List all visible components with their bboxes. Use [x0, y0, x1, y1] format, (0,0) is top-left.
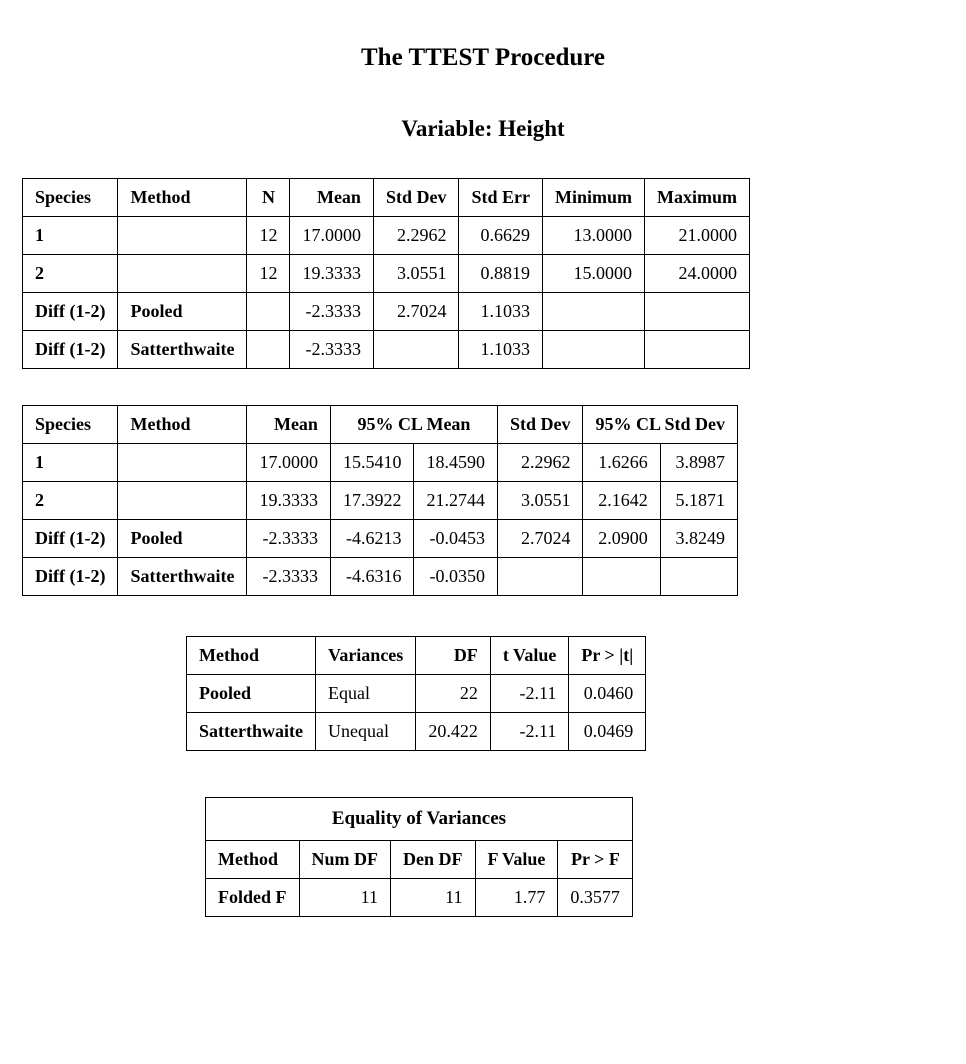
cell-method: [118, 255, 247, 293]
cell-species: Diff (1-2): [23, 520, 118, 558]
cell-df: 22: [416, 675, 491, 713]
equality-of-variances-table: [205, 797, 633, 917]
cell-mean: -2.3333: [290, 293, 374, 331]
cell-minimum: 13.0000: [542, 217, 644, 255]
cell-num-df: 11: [299, 879, 391, 917]
cell-cl-mean-upper: 18.4590: [414, 444, 498, 482]
cell-species: 2: [23, 255, 118, 293]
column-header-variances: Variances: [315, 637, 415, 675]
cell-t-value: -2.11: [490, 675, 569, 713]
page-title: The TTEST Procedure: [360, 44, 606, 71]
cell-variances: Equal: [315, 675, 415, 713]
cell-cl-mean-lower: 17.3922: [330, 482, 414, 520]
cell-cl-sd-lower: 2.0900: [583, 520, 660, 558]
column-header-maximum: Maximum: [644, 179, 749, 217]
table-row: [206, 879, 633, 917]
cell-cl-mean-lower: -4.6316: [330, 558, 414, 596]
cell-minimum: [542, 331, 644, 369]
cell-std-err: 1.1033: [459, 331, 543, 369]
cell-std-dev: 2.2962: [497, 444, 583, 482]
cell-mean: 19.3333: [247, 482, 331, 520]
cell-method: Pooled: [118, 520, 247, 558]
cell-mean: 17.0000: [290, 217, 374, 255]
cell-cl-sd-upper: [660, 558, 737, 596]
document-page: [0, 44, 966, 1064]
column-header-num-df: Num DF: [299, 841, 391, 879]
column-header-p-value: Pr > F: [558, 841, 633, 879]
column-header-den-df: Den DF: [391, 841, 476, 879]
cell-method: [118, 482, 247, 520]
confidence-table-container: [22, 405, 966, 596]
cell-std-err: 0.8819: [459, 255, 543, 293]
cell-species: 1: [23, 444, 118, 482]
column-header-method: Method: [118, 179, 247, 217]
cell-mean: -2.3333: [290, 331, 374, 369]
cell-f-value: 1.77: [475, 879, 558, 917]
cell-n: [247, 331, 290, 369]
column-header-p-value: Pr > |t|: [569, 637, 646, 675]
table-row: [23, 558, 738, 596]
cell-minimum: [542, 293, 644, 331]
cell-maximum: [644, 331, 749, 369]
cell-species: 2: [23, 482, 118, 520]
cell-cl-mean-lower: 15.5410: [330, 444, 414, 482]
page-subtitle: Variable: Height: [401, 116, 565, 141]
cell-method: Pooled: [118, 293, 247, 331]
cell-method: Satterthwaite: [187, 713, 316, 751]
cell-std-dev: 2.7024: [373, 293, 459, 331]
table-row: [23, 444, 738, 482]
cell-std-dev: 2.7024: [497, 520, 583, 558]
cell-cl-mean-upper: 21.2744: [414, 482, 498, 520]
table-caption: Equality of Variances: [206, 798, 633, 841]
cell-method: Pooled: [187, 675, 316, 713]
cell-mean: -2.3333: [247, 558, 331, 596]
cell-maximum: 24.0000: [644, 255, 749, 293]
cell-mean: 19.3333: [290, 255, 374, 293]
cell-maximum: 21.0000: [644, 217, 749, 255]
cell-cl-sd-upper: 5.1871: [660, 482, 737, 520]
cell-mean: 17.0000: [247, 444, 331, 482]
table-header-row: [187, 637, 646, 675]
table-row: [23, 255, 750, 293]
cell-species: 1: [23, 217, 118, 255]
table-row: [23, 520, 738, 558]
column-header-cl-mean: 95% CL Mean: [330, 406, 497, 444]
cell-cl-sd-upper: 3.8987: [660, 444, 737, 482]
cell-species: Diff (1-2): [23, 293, 118, 331]
cell-minimum: 15.0000: [542, 255, 644, 293]
ttests-table-container: [186, 636, 966, 751]
cell-mean: -2.3333: [247, 520, 331, 558]
table-row: [23, 217, 750, 255]
table-row: [23, 331, 750, 369]
cell-cl-sd-lower: [583, 558, 660, 596]
column-header-species: Species: [23, 179, 118, 217]
cell-cl-sd-lower: 2.1642: [583, 482, 660, 520]
column-header-species: Species: [23, 406, 118, 444]
cell-n: 12: [247, 217, 290, 255]
cell-cl-mean-upper: -0.0350: [414, 558, 498, 596]
cell-species: Diff (1-2): [23, 558, 118, 596]
equality-table-container: [205, 797, 966, 917]
table-row: [187, 675, 646, 713]
column-header-f-value: F Value: [475, 841, 558, 879]
cell-n: [247, 293, 290, 331]
cell-cl-mean-upper: -0.0453: [414, 520, 498, 558]
column-header-mean: Mean: [290, 179, 374, 217]
cell-std-err: 1.1033: [459, 293, 543, 331]
table-header-row: [23, 179, 750, 217]
table-row: [23, 482, 738, 520]
statistics-table-container: [22, 178, 966, 369]
cell-std-dev: 2.2962: [373, 217, 459, 255]
cell-p-value: 0.0469: [569, 713, 646, 751]
column-header-method: Method: [206, 841, 300, 879]
cell-method: Satterthwaite: [118, 558, 247, 596]
table-header-row: [23, 406, 738, 444]
table-caption-row: [206, 798, 633, 841]
cell-std-dev: [497, 558, 583, 596]
table-header-row: [206, 841, 633, 879]
column-header-std-dev: Std Dev: [373, 179, 459, 217]
cell-std-dev: [373, 331, 459, 369]
cell-method: Folded F: [206, 879, 300, 917]
cell-method: [118, 217, 247, 255]
cell-std-err: 0.6629: [459, 217, 543, 255]
column-header-t-value: t Value: [490, 637, 569, 675]
column-header-cl-std-dev: 95% CL Std Dev: [583, 406, 738, 444]
column-header-mean: Mean: [247, 406, 331, 444]
cell-method: [118, 444, 247, 482]
cell-cl-mean-lower: -4.6213: [330, 520, 414, 558]
confidence-limits-table: [22, 405, 738, 596]
column-header-std-err: Std Err: [459, 179, 543, 217]
cell-t-value: -2.11: [490, 713, 569, 751]
cell-n: 12: [247, 255, 290, 293]
cell-method: Satterthwaite: [118, 331, 247, 369]
cell-std-dev: 3.0551: [497, 482, 583, 520]
cell-p-value: 0.0460: [569, 675, 646, 713]
cell-cl-sd-upper: 3.8249: [660, 520, 737, 558]
table-row: [23, 293, 750, 331]
cell-species: Diff (1-2): [23, 331, 118, 369]
column-header-std-dev: Std Dev: [497, 406, 583, 444]
t-tests-table: [186, 636, 646, 751]
statistics-table: [22, 178, 750, 369]
cell-variances: Unequal: [315, 713, 415, 751]
cell-std-dev: 3.0551: [373, 255, 459, 293]
column-header-method: Method: [118, 406, 247, 444]
cell-df: 20.422: [416, 713, 491, 751]
cell-p-value: 0.3577: [558, 879, 633, 917]
cell-cl-sd-lower: 1.6266: [583, 444, 660, 482]
column-header-method: Method: [187, 637, 316, 675]
column-header-n: N: [247, 179, 290, 217]
table-row: [187, 713, 646, 751]
cell-maximum: [644, 293, 749, 331]
cell-den-df: 11: [391, 879, 476, 917]
column-header-df: DF: [416, 637, 491, 675]
column-header-minimum: Minimum: [542, 179, 644, 217]
